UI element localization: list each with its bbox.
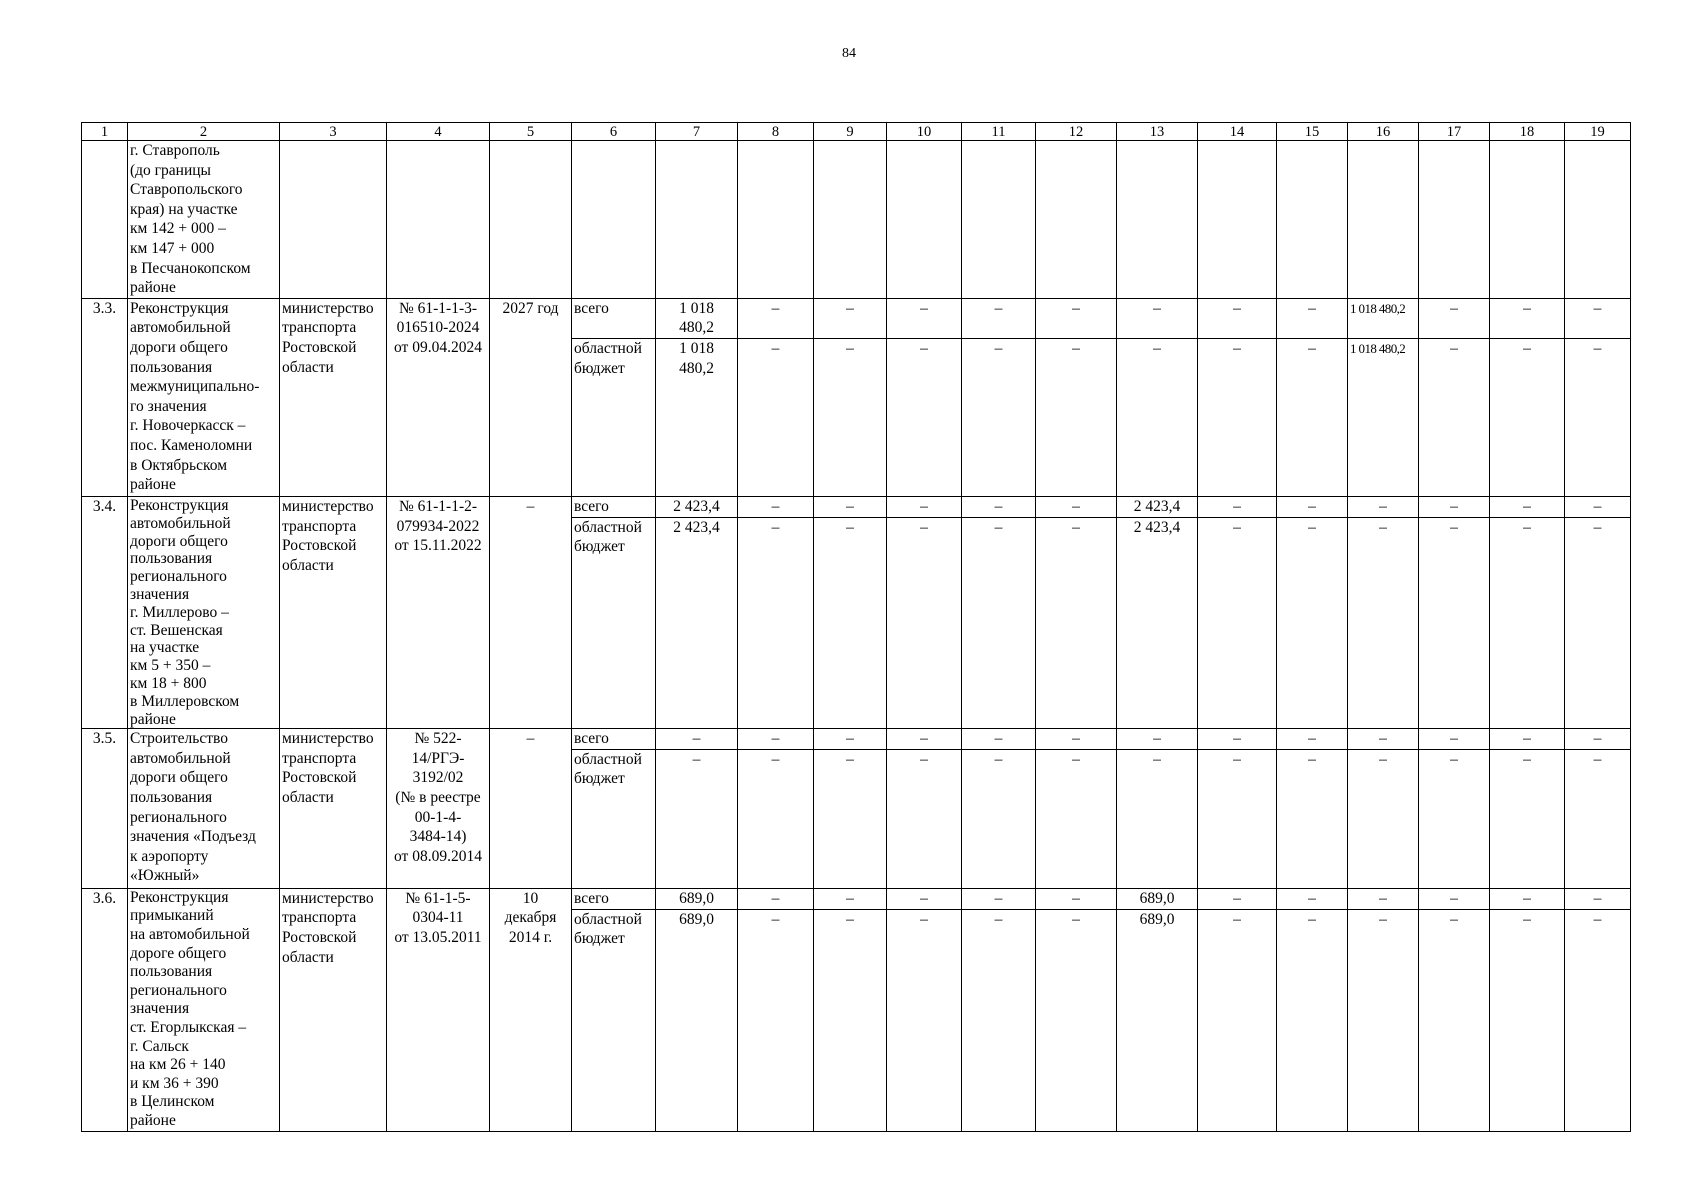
object-name: Реконструкция примыканий на автомобильной дороге общего пользования регионального значения ст. Егорлыкская – г. Сальск на км 26 + 140 и км 36 + 390 в Целинском районе (128, 888, 280, 1131)
organization: министерство транспорта Ростовской области (280, 729, 387, 889)
col-header: 12 (1036, 123, 1117, 141)
year-value: 1 018 480,2 (1348, 298, 1419, 338)
organization: министерство транспорта Ростовской области (280, 298, 387, 496)
completion-date: – (490, 496, 572, 728)
empty-dash-cell: – (887, 909, 962, 1131)
col-header: 17 (1419, 123, 1490, 141)
empty-dash-cell: – (1036, 298, 1117, 338)
empty-dash-cell: – (1348, 888, 1419, 909)
col-header: 5 (490, 123, 572, 141)
empty-dash-cell: – (1036, 909, 1117, 1131)
object-name: Строительство автомобильной дороги общего пользования регионального значения «Подъезд к аэропорту «Южный» (128, 729, 280, 889)
empty-dash-cell: – (1036, 888, 1117, 909)
empty-dash-cell: – (1565, 496, 1631, 517)
empty-dash-cell: – (1490, 338, 1565, 496)
empty-dash-cell: – (1490, 888, 1565, 909)
empty-dash-cell: – (1565, 517, 1631, 729)
empty-dash-cell: – (1490, 729, 1565, 750)
expertise-doc: № 61-1-5- 0304-11 от 13.05.2011 (387, 888, 490, 1131)
empty-dash-cell: – (656, 749, 738, 888)
empty-dash-cell: – (1490, 749, 1565, 888)
year-value: 2 423,4 (1117, 496, 1198, 517)
col-header: 11 (962, 123, 1036, 141)
completion-date: – (490, 729, 572, 889)
object-name: Реконструкция автомобильной дороги общего пользования межмуниципально- го значения г. Новочеркасск – пос. Каменоломни в Октябрьском районе (128, 298, 280, 496)
empty-dash-cell: – (1490, 909, 1565, 1131)
empty-dash-cell: – (1348, 729, 1419, 750)
col-header: 19 (1565, 123, 1631, 141)
empty-dash-cell: – (738, 888, 814, 909)
empty-dash-cell: – (738, 517, 814, 729)
empty-dash-cell: – (1565, 729, 1631, 750)
object-name: г. Ставрополь (до границы Ставропольского края) на участке км 142 + 000 – км 147 + 000 в Песчанокопском районе (128, 141, 280, 299)
funding-source: областной бюджет (572, 517, 656, 729)
empty-dash-cell: – (1348, 749, 1419, 888)
table-row (82, 496, 1631, 517)
col-header: 13 (1117, 123, 1198, 141)
empty-dash-cell: – (962, 909, 1036, 1131)
empty-dash-cell: – (1198, 909, 1277, 1131)
empty-dash-cell: – (887, 729, 962, 750)
completion-date: 2027 год (490, 298, 572, 496)
empty-dash-cell: – (1036, 496, 1117, 517)
empty-dash-cell: – (1490, 517, 1565, 729)
table-row (82, 888, 1631, 909)
empty-dash-cell: – (814, 517, 887, 729)
funding-source: всего (572, 729, 656, 750)
empty-dash-cell: – (814, 729, 887, 750)
year-value: 689,0 (1117, 888, 1198, 909)
empty-dash-cell: – (1419, 338, 1490, 496)
empty-dash-cell: – (887, 338, 962, 496)
empty-dash-cell: – (962, 338, 1036, 496)
empty-dash-cell: – (962, 298, 1036, 338)
empty-dash-cell: – (1565, 888, 1631, 909)
col-header: 16 (1348, 123, 1419, 141)
empty-dash-cell: – (1198, 729, 1277, 750)
empty-dash-cell: – (887, 496, 962, 517)
organization: министерство транспорта Ростовской области (280, 888, 387, 1131)
empty-dash-cell: – (887, 749, 962, 888)
empty-dash-cell: – (1198, 749, 1277, 888)
empty-dash-cell: – (1198, 298, 1277, 338)
empty-dash-cell: – (887, 888, 962, 909)
empty-dash-cell: – (1277, 298, 1348, 338)
funding-source: областной бюджет (572, 909, 656, 1131)
empty-dash-cell: – (1419, 298, 1490, 338)
col-header: 7 (656, 123, 738, 141)
empty-dash-cell: – (1277, 517, 1348, 729)
funding-source: областной бюджет (572, 338, 656, 496)
empty-dash-cell: – (1036, 517, 1117, 729)
empty-dash-cell: – (1565, 338, 1631, 496)
empty-dash-cell: – (1348, 909, 1419, 1131)
row-number: 3.5. (82, 729, 128, 889)
empty-dash-cell: – (1117, 338, 1198, 496)
total-value: 689,0 (656, 888, 738, 909)
funding-source: областной бюджет (572, 749, 656, 888)
funding-source: всего (572, 496, 656, 517)
empty-dash-cell: – (1348, 517, 1419, 729)
empty-dash-cell: – (1348, 496, 1419, 517)
empty-dash-cell: – (1198, 888, 1277, 909)
empty-dash-cell: – (1419, 888, 1490, 909)
empty-dash-cell: – (1490, 298, 1565, 338)
empty-dash-cell: – (887, 517, 962, 729)
empty-dash-cell: – (962, 496, 1036, 517)
col-header: 8 (738, 123, 814, 141)
empty-dash-cell: – (1198, 496, 1277, 517)
empty-dash-cell: – (1117, 749, 1198, 888)
empty-dash-cell: – (656, 729, 738, 750)
empty-dash-cell: – (962, 749, 1036, 888)
col-header: 18 (1490, 123, 1565, 141)
empty-dash-cell: – (1117, 729, 1198, 750)
row-number: 3.6. (82, 888, 128, 1131)
empty-dash-cell: – (1565, 909, 1631, 1131)
object-name: Реконструкция автомобильной дороги общего пользования регионального значения г. Миллерово – ст. Вешенская на участке км 5 + 350 – км 18 + 800 в Миллеровском районе (128, 496, 280, 728)
empty-dash-cell: – (1198, 517, 1277, 729)
col-header: 10 (887, 123, 962, 141)
empty-dash-cell: – (887, 298, 962, 338)
table-row-continued (82, 141, 1631, 299)
empty-dash-cell: – (1277, 909, 1348, 1131)
column-number-header (82, 123, 1631, 141)
col-header: 3 (280, 123, 387, 141)
row-number: 3.4. (82, 496, 128, 728)
empty-dash-cell: – (814, 749, 887, 888)
empty-dash-cell: – (738, 909, 814, 1131)
year-value: 2 423,4 (1117, 517, 1198, 729)
empty-dash-cell: – (962, 888, 1036, 909)
empty-dash-cell: – (1419, 496, 1490, 517)
funding-source: всего (572, 888, 656, 909)
empty-dash-cell: – (1277, 496, 1348, 517)
total-value: 689,0 (656, 909, 738, 1131)
empty-dash-cell: – (738, 338, 814, 496)
col-header: 14 (1198, 123, 1277, 141)
funding-source: всего (572, 298, 656, 338)
year-value: 689,0 (1117, 909, 1198, 1131)
expertise-doc: № 61-1-1-3- 016510-2024 от 09.04.2024 (387, 298, 490, 496)
col-header: 2 (128, 123, 280, 141)
empty-dash-cell: – (1277, 888, 1348, 909)
empty-dash-cell: – (738, 496, 814, 517)
expertise-doc: № 61-1-1-2- 079934-2022 от 15.11.2022 (387, 496, 490, 728)
total-value: 2 423,4 (656, 517, 738, 729)
empty-dash-cell: – (1036, 729, 1117, 750)
empty-dash-cell: – (814, 298, 887, 338)
empty-dash-cell: – (1277, 338, 1348, 496)
empty-dash-cell: – (1419, 749, 1490, 888)
total-value: 1 018 480,2 (656, 298, 738, 338)
empty-dash-cell: – (1565, 749, 1631, 888)
empty-dash-cell: – (1198, 338, 1277, 496)
empty-dash-cell: – (962, 729, 1036, 750)
table-row (82, 729, 1631, 750)
empty-dash-cell: – (1565, 298, 1631, 338)
empty-dash-cell: – (1419, 909, 1490, 1131)
page-number: 84 (842, 46, 856, 61)
empty-dash-cell: – (814, 496, 887, 517)
expertise-doc: № 522- 14/РГЭ- 3192/02 (№ в реестре 00-1-4- 3484-14) от 08.09.2014 (387, 729, 490, 889)
empty-dash-cell: – (1036, 338, 1117, 496)
empty-dash-cell: – (1419, 517, 1490, 729)
col-header: 1 (82, 123, 128, 141)
empty-dash-cell: – (814, 909, 887, 1131)
col-header: 4 (387, 123, 490, 141)
organization: министерство транспорта Ростовской области (280, 496, 387, 728)
col-header: 15 (1277, 123, 1348, 141)
empty-dash-cell: – (738, 749, 814, 888)
empty-dash-cell: – (814, 888, 887, 909)
empty-dash-cell: – (1117, 298, 1198, 338)
table-row (82, 298, 1631, 338)
empty-dash-cell: – (1419, 729, 1490, 750)
empty-dash-cell: – (1490, 496, 1565, 517)
col-header: 6 (572, 123, 656, 141)
col-header: 9 (814, 123, 887, 141)
year-value: 1 018 480,2 (1348, 338, 1419, 496)
row-number: 3.3. (82, 298, 128, 496)
empty-dash-cell: – (738, 298, 814, 338)
empty-dash-cell: – (1277, 729, 1348, 750)
empty-dash-cell: – (738, 729, 814, 750)
budget-table (81, 122, 1631, 1132)
empty-dash-cell: – (962, 517, 1036, 729)
empty-dash-cell: – (1036, 749, 1117, 888)
empty-dash-cell: – (1277, 749, 1348, 888)
total-value: 2 423,4 (656, 496, 738, 517)
empty-dash-cell: – (814, 338, 887, 496)
total-value: 1 018 480,2 (656, 338, 738, 496)
completion-date: 10 декабря 2014 г. (490, 888, 572, 1131)
